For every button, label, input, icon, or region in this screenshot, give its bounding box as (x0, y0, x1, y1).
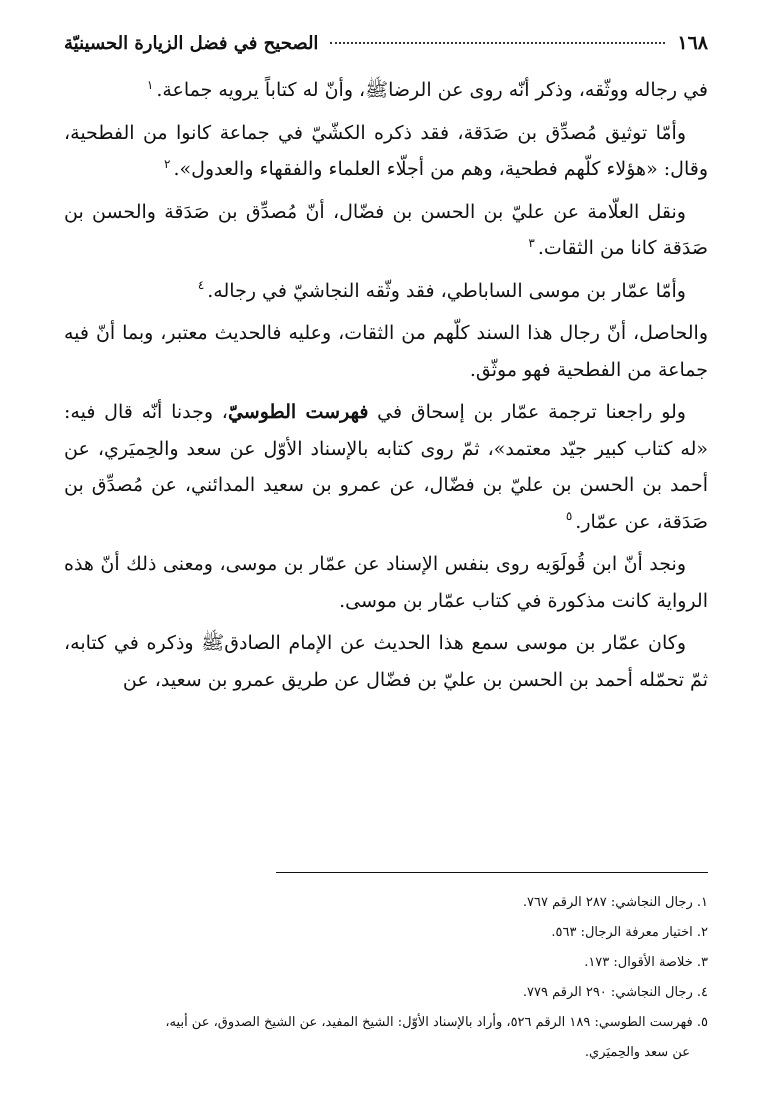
page-header (64, 28, 708, 58)
footnote-2: ٢. اختيار معرفة الرجال: ٥٦٣. (551, 925, 708, 940)
footnote-4: ٤. رجال النجاشي: ٢٩٠ الرقم ٧٧٩. (522, 985, 708, 1000)
paragraph-text: وأمّا عمّار بن موسى الساباطي، فقد وثّقه النجاشيّ في رجاله. (207, 279, 686, 302)
paragraph-5 (64, 315, 708, 388)
paragraph-4 (64, 273, 708, 310)
page-number: ١٦٨ (677, 32, 708, 54)
main-text (64, 72, 708, 704)
paragraph-6 (64, 394, 708, 540)
paragraph-text-after: ، وجدنا أنّه قال فيه: «له كتاب كبير جيّد معتمد»، ثمّ روى كتابه بالإسناد الأوّل عن سعد والحِميَري، عن أحمد بن الحسن بن عليّ بن فضّال، عن عمرو بن سعيد المدائني، عن مُصدِّق بن صَدَقة، عن عمّار. (64, 401, 708, 533)
paragraph-2 (64, 115, 708, 188)
paragraph-text: وكان عمّار بن موسى سمع هذا الحديث عن الإمام الصادقﷺ وذكره في كتابه، ثمّ تحمّله أحمد بن الحسن بن عليّ بن فضّال عن طريق عمرو بن سعيد، عن (64, 632, 708, 691)
paragraph-text-before: ولو راجعنا ترجمة عمّار بن إسحاق في (368, 401, 686, 423)
footnote-1: ١. رجال النجاشي: ٢٨٧ الرقم ٧٦٧. (522, 895, 708, 910)
paragraph-1 (64, 72, 708, 109)
footnote-ref: ٢ (164, 156, 171, 171)
paragraph-text: وأمّا توثيق مُصدِّق بن صَدَقة، فقد ذكره الكشّيّ في جماعة كانوا من الفطحية، وقال: «هؤلاء كلّهم فطحية، وهم من أجلّاء العلماء والفقهاء والعدول». (64, 121, 708, 180)
paragraph-text: والحاصل، أنّ رجال هذا السند كلّهم من الثقات، وعليه فالحديث معتبر، وبما أنّ فيه جماعة من الفطحية فهو موثّق. (64, 322, 708, 381)
paragraph-text: ونقل العلّامة عن عليّ بن الحسن بن فضّال، أنّ مُصدِّق بن صَدَقة والحسن بن صَدَقة كانا من الثقات. (64, 200, 708, 259)
book-title: فهرست الطوسيّ (227, 401, 369, 423)
footnote-ref: ١ (146, 77, 154, 92)
footnote-ref: ٣ (528, 235, 535, 250)
footnote-ref: ٥ (565, 509, 573, 524)
paragraph-7 (64, 546, 708, 619)
paragraph-text: في رجاله ووثّقه، وذكر أنّه روى عن الرضاﷺ، وأنّ له كتاباً يرويه جماعة. (156, 79, 708, 101)
footnote-3: ٣. خلاصة الأقوال: ١٧٣. (584, 955, 708, 970)
paragraph-text: ونجد أنّ ابن قُولَوَيه روى بنفس الإسناد عن عمّار بن موسى، ومعنى ذلك أنّ هذه الرواية كانت مذكورة في كتاب عمّار بن موسى. (64, 553, 708, 612)
footnote-divider (276, 872, 708, 873)
paragraph-8 (64, 625, 708, 698)
footnote-ref: ٤ (197, 278, 205, 293)
footnote-5-continuation: عن سعد والحِميَري. (584, 1045, 690, 1060)
running-title: الصحيح في فضل الزيارة الحسينيّة (64, 32, 319, 54)
header-dot-leader (330, 42, 665, 44)
paragraph-3 (64, 194, 708, 267)
footnote-5: ٥. فهرست الطوسي: ١٨٩ الرقم ٥٢٦، وأراد بالإسناد الأوّل: الشيخ المفيد، عن الشيخ الصدوق، عن أبيه، (165, 1015, 708, 1030)
footnotes (64, 888, 708, 1068)
